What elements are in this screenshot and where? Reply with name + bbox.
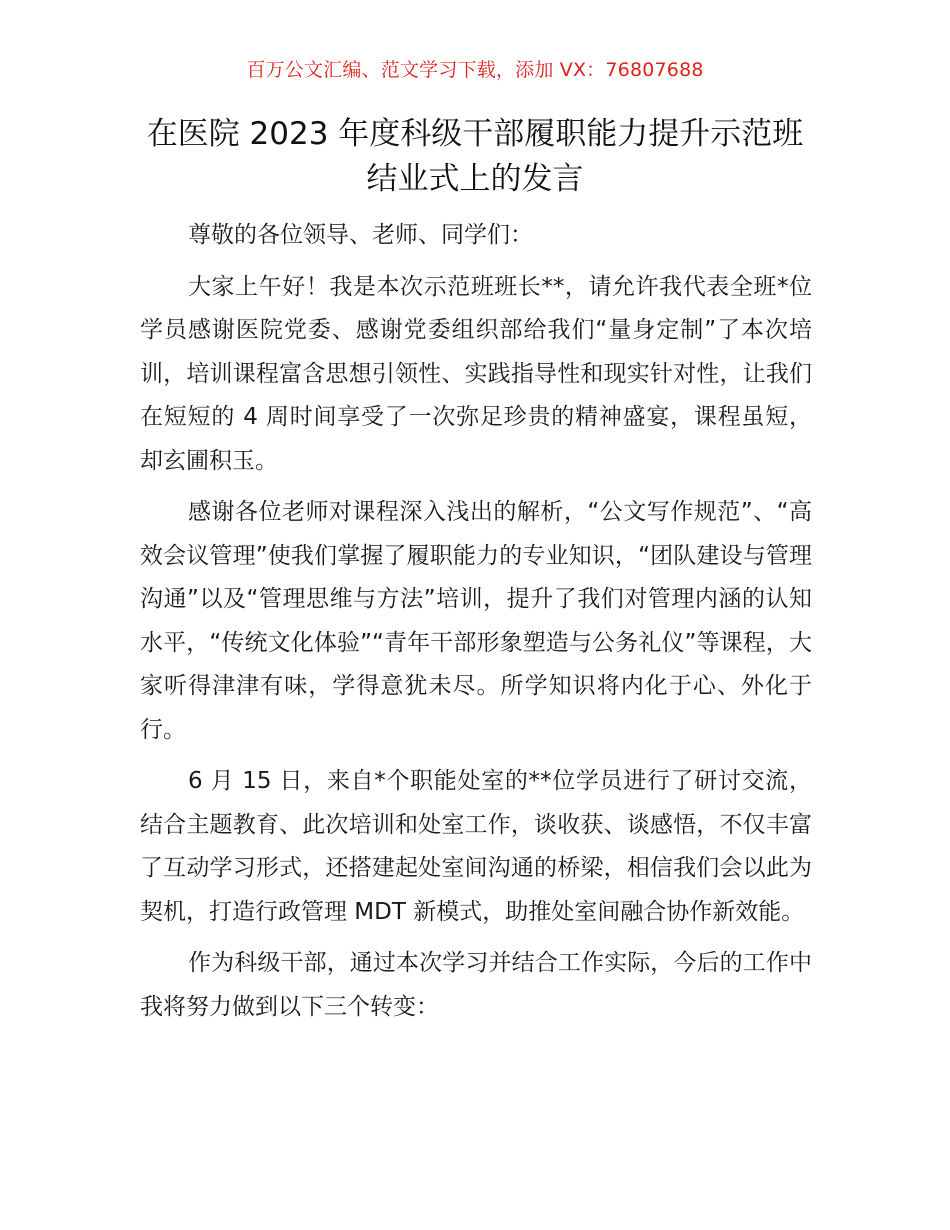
title-line-1: 在医院 2023 年度科级干部履职能力提升示范班 (146, 116, 804, 152)
body-paragraph: 作为科级干部，通过本次学习并结合工作实际，今后的工作中我将努力做到以下三个转变： (140, 950, 812, 1020)
document-title (130, 112, 820, 202)
document-body (140, 214, 812, 1037)
header-contact-note: 百万公文汇编、范文学习下载，添加 VX：76807688 (246, 59, 704, 81)
salutation-paragraph: 尊敬的各位领导、老师、同学们： (188, 222, 533, 248)
body-paragraph: 感谢各位老师对课程深入浅出的解析，“公文写作规范”、“高效会议管理”使我们掌握了履职能力的专业知识，“团队建设与管理沟通”以及“管理思维与方法”培训，提升了我们对管理内涵的认知水平，“传统文化体验”“青年干部形象塑造与公务礼仪”等课程，大家听得津津有味，学得意犹未尽。所学知识将内化于心、外化于行。 (140, 499, 812, 743)
body-paragraph: 大家上午好！我是本次示范班班长**，请允许我代表全班*位学员感谢医院党委、感谢党委组织部给我们“量身定制”了本次培训，培训课程富含思想引领性、实践指导性和现实针对性，让我们在短短的 4 周时间享受了一次弥足珍贵的精神盛宴，课程虽短，却玄圃积玉。 (140, 273, 812, 474)
title-line-2: 结业式上的发言 (366, 161, 584, 197)
body-paragraph: 6 月 15 日，来自*个职能处室的**位学员进行了研讨交流，结合主题教育、此次培训和处室工作，谈收获、谈感悟，不仅丰富了互动学习形式，还搭建起处室间沟通的桥梁，相信我们会以此为契机，打造行政管理 MDT 新模式，助推处室间融合协作新效能。 (140, 768, 812, 925)
